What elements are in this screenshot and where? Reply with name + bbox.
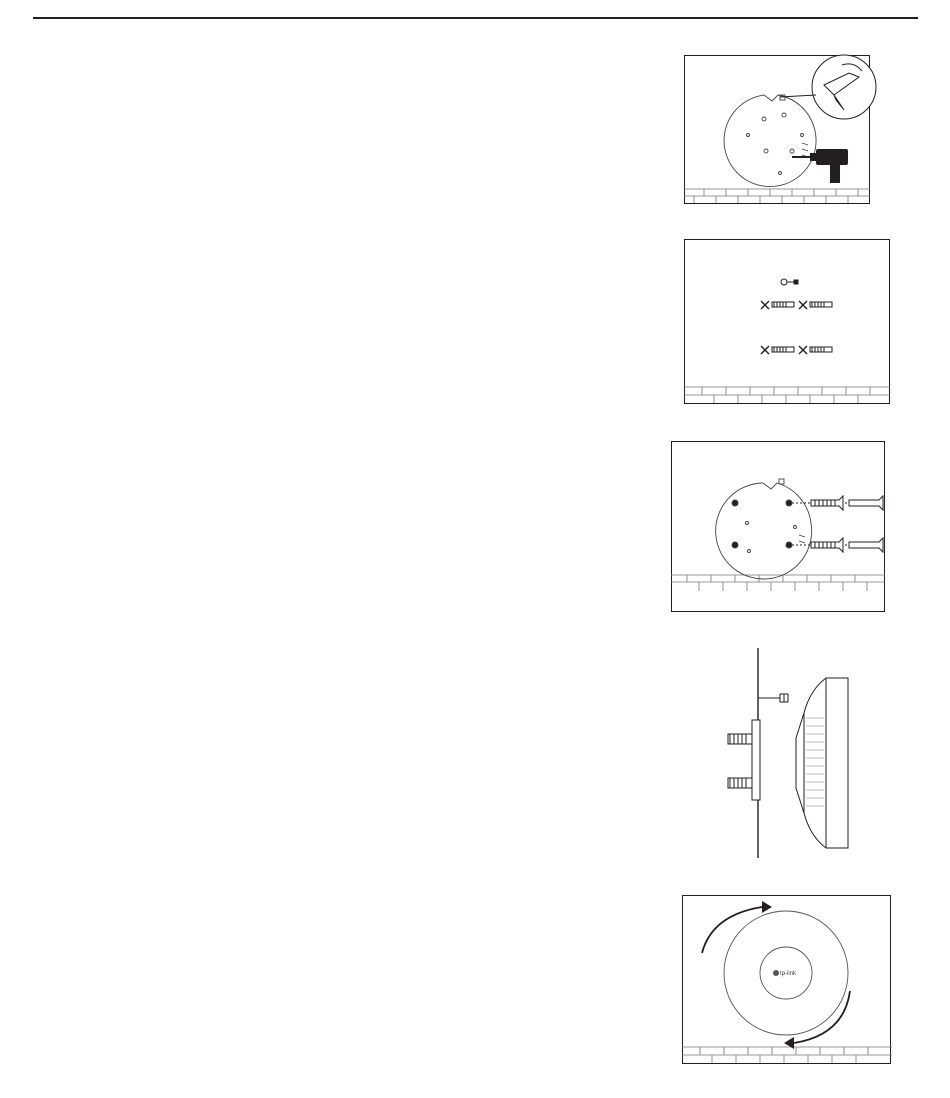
illustration-mark-and-drill: [684, 55, 870, 205]
access-point-icon: [796, 678, 848, 848]
logo-text: tp-link: [780, 971, 797, 977]
logo-mark-icon: [773, 970, 779, 976]
illustration-screw-bracket: [671, 441, 887, 613]
illustration-rotate-to-lock: [682, 895, 892, 1065]
cable-connector-icon: [758, 694, 788, 702]
wall-anchor-icon: [728, 720, 760, 800]
illustration-insert-anchors: [684, 239, 890, 405]
illustration-attach-device-side-view: [700, 648, 860, 860]
top-rule: [33, 17, 918, 19]
